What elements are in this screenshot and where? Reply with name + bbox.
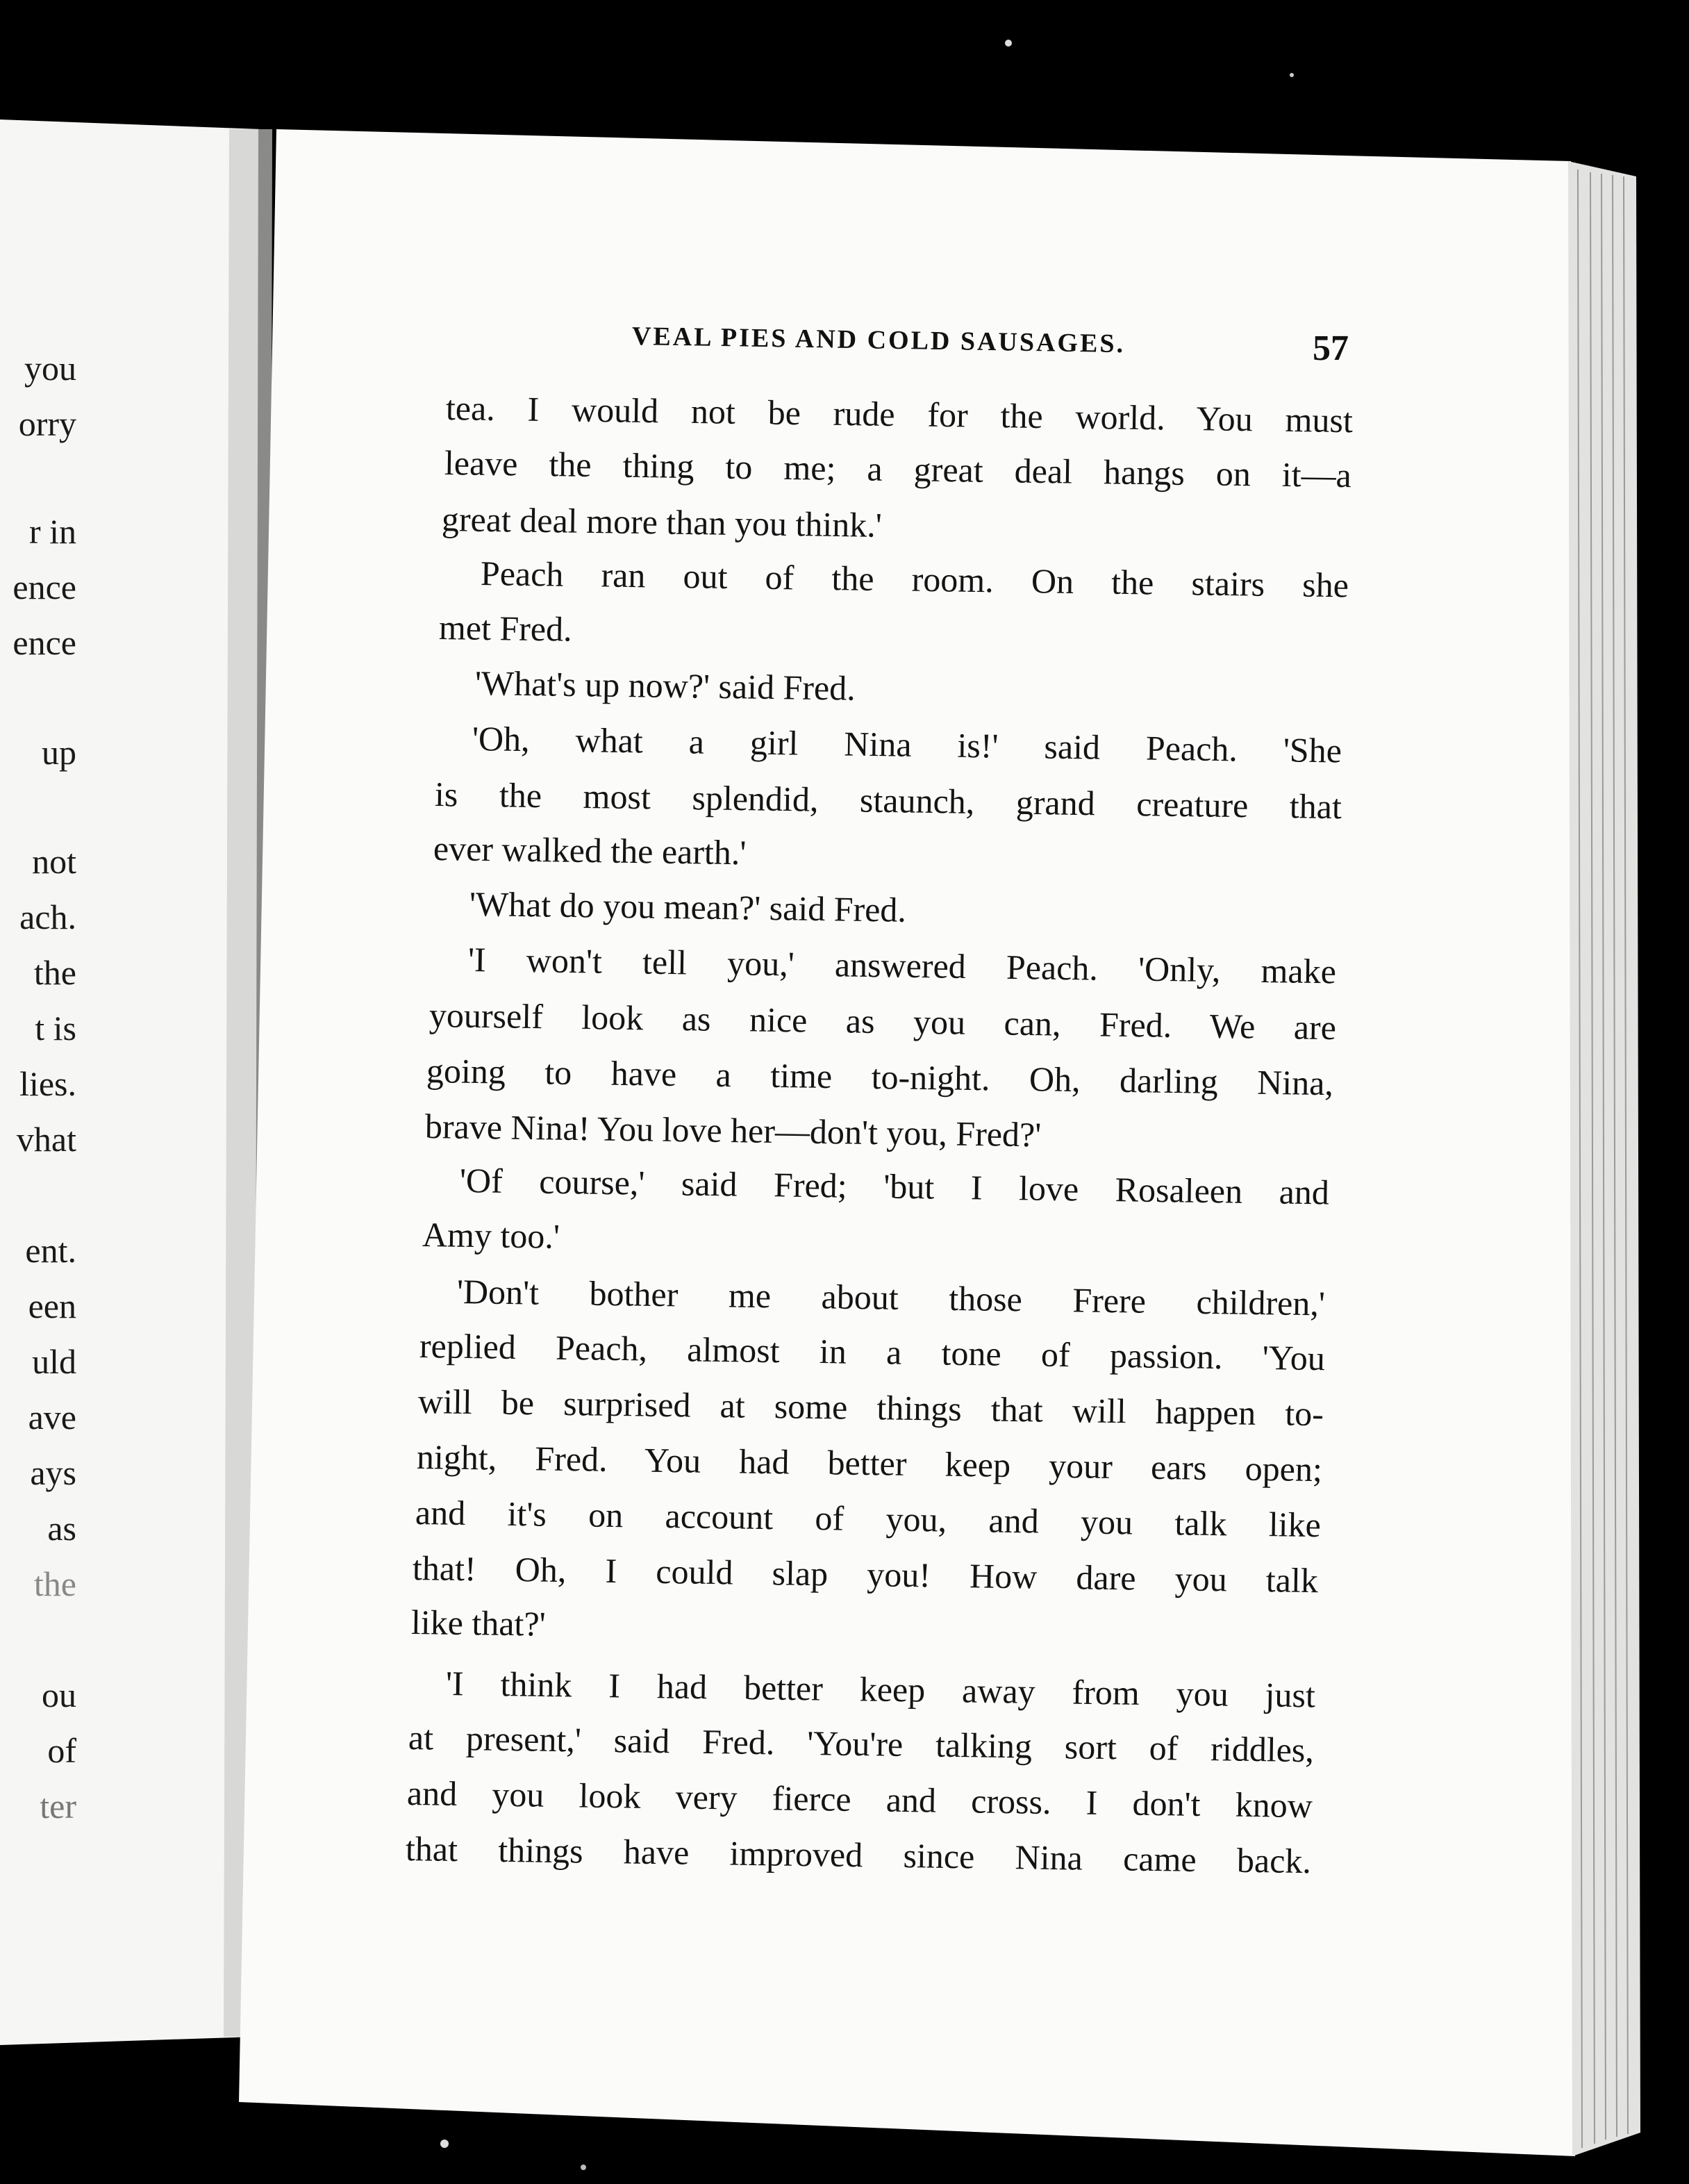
left-fragment: ence — [13, 568, 76, 606]
body-line: going to have a time to-night. Oh, darling Nina, — [426, 1051, 1334, 1103]
body-line: and you look very fierce and cross. I don't know — [406, 1773, 1313, 1826]
left-fragment: lies. — [19, 1064, 76, 1103]
body-line: 'Of course,' said Fred; 'but I love Rosaleen and — [459, 1161, 1330, 1212]
left-fragment: the — [33, 1564, 76, 1603]
body-line: night, Fred. You had better keep your ears open; — [416, 1437, 1323, 1489]
body-line: great deal more than you think.' — [441, 499, 883, 545]
left-fragment: ent. — [25, 1231, 76, 1270]
body-line: leave the thing to me; a great deal hangs on it—a — [444, 443, 1352, 495]
body-line: brave Nina! You love her—don't you, Fred?' — [424, 1107, 1042, 1155]
left-fragment: you — [24, 349, 76, 388]
body-line: 'I think I had better keep away from you just — [445, 1664, 1316, 1715]
page-number: 57 — [1313, 329, 1349, 368]
body-line: 'Don't bother me about those Frere children,' — [456, 1272, 1326, 1323]
body-line: like that?' — [410, 1603, 547, 1644]
body-line: replied Peach, almost in a tone of passion. 'You — [419, 1326, 1326, 1378]
body-line: 'What's up now?' said Fred. — [474, 663, 856, 708]
left-fragment: ence — [13, 623, 76, 662]
left-fragment: ou — [42, 1676, 76, 1714]
left-fragment: een — [28, 1287, 76, 1325]
left-fragment: as — [47, 1509, 76, 1548]
body-line: tea. I would not be rude for the world. You must — [445, 388, 1354, 440]
body-line: ever walked the earth.' — [433, 829, 747, 872]
running-header: VEAL PIES AND COLD SAUSAGES. — [631, 322, 1126, 359]
right-page — [239, 129, 1575, 2156]
left-fragment: ter — [40, 1787, 76, 1826]
body-line: met Fred. — [438, 608, 573, 649]
left-fragment: up — [42, 733, 76, 772]
left-fragment: t is — [35, 1009, 76, 1048]
body-line: yourself look as nice as you can, Fred. We are — [429, 995, 1337, 1048]
left-fragment: of — [47, 1731, 76, 1770]
body-line: is the most splendid, staunch, grand creature that — [434, 775, 1342, 827]
body-line: and it's on account of you, and you talk like — [415, 1493, 1322, 1545]
left-fragment: uld — [32, 1342, 76, 1381]
left-fragment: ach. — [19, 897, 76, 936]
body-line: at present,' said Fred. 'You're talking sort of riddles, — [408, 1718, 1315, 1770]
left-fragment: ays — [30, 1453, 76, 1492]
left-fragment: not — [32, 842, 76, 881]
left-page-text — [0, 0, 236, 2184]
left-fragment: vhat — [16, 1120, 76, 1159]
body-line: that things have improved since Nina came back. — [405, 1829, 1312, 1881]
left-fragment: orry — [18, 404, 76, 443]
left-fragment: ave — [28, 1398, 76, 1437]
body-line: will be surprised at some things that will happen to- — [417, 1382, 1324, 1434]
body-line: 'I won't tell you,' answered Peach. 'Only, make — [467, 940, 1337, 991]
left-fragment: the — [33, 953, 76, 992]
body-line: Peach ran out of the room. On the stairs she — [480, 554, 1349, 605]
body-line: that! Oh, I could slap you! How dare you talk — [412, 1548, 1319, 1600]
body-line: 'What do you mean?' said Fred. — [469, 884, 907, 929]
body-line: Amy too.' — [422, 1215, 560, 1256]
left-fragment: r in — [28, 512, 76, 551]
body-line: 'Oh, what a girl Nina is!' said Peach. 'She — [472, 719, 1342, 770]
